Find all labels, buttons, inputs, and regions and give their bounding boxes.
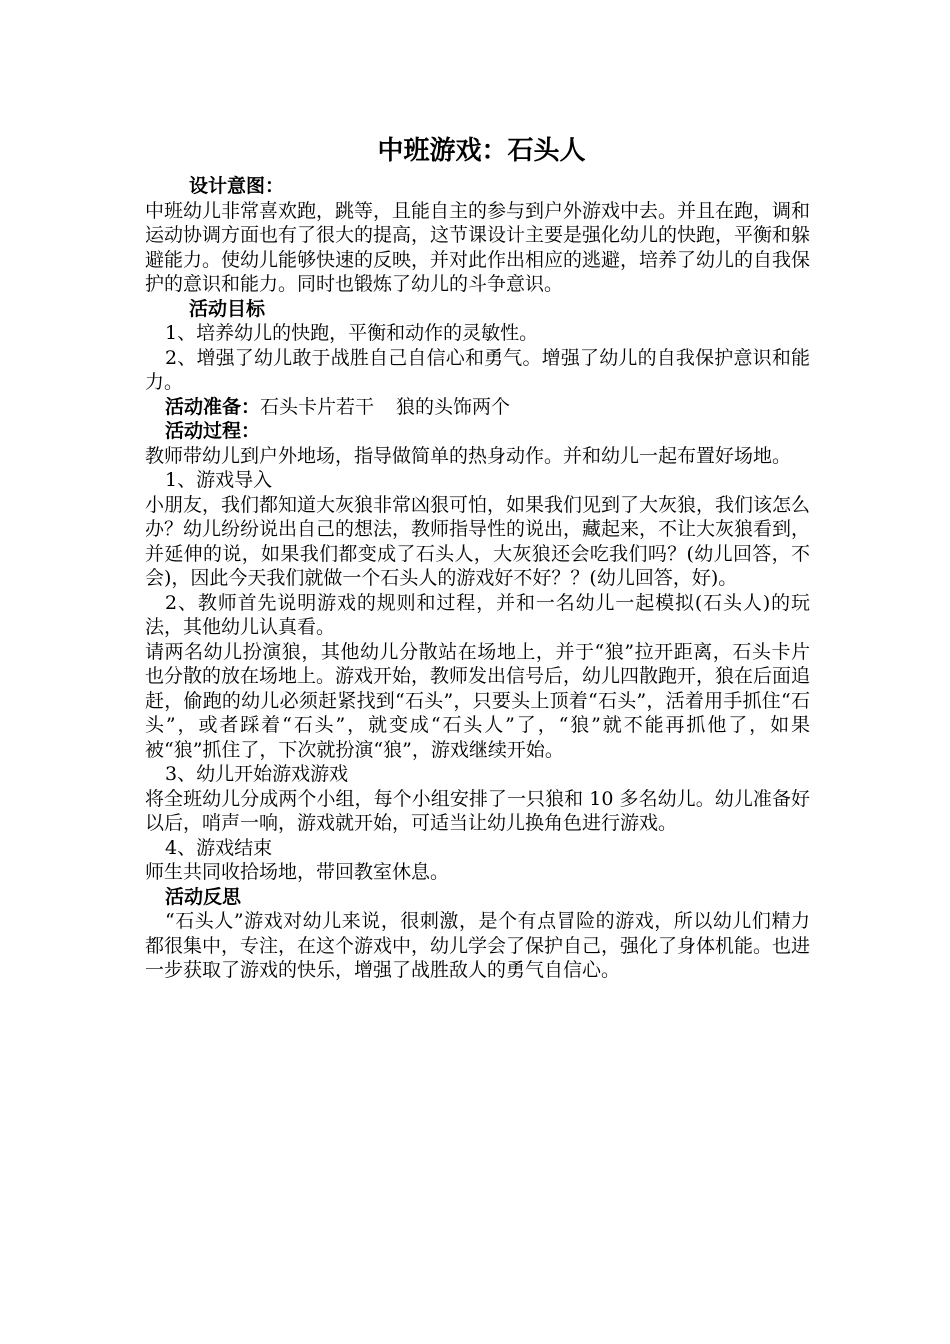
prep-item-2: 狼的头饰两个 <box>396 395 511 418</box>
goal-1: 1、培养幼儿的快跑，平衡和动作的灵敏性。 <box>165 322 539 344</box>
process-heading: 活动过程： <box>165 420 261 442</box>
prep-heading: 活动准备： <box>165 395 261 418</box>
prep-item-1: 石头卡片若干 <box>260 395 375 418</box>
step-1-body: 小朋友，我们都知道大灰狼非常凶狠可怕，如果我们见到了大灰狼，我们该怎么办？幼儿纷纷说出自己的想法，教师指导性的说出，藏起来，不让大灰狼看到，并延伸的说，如果我们都变成了石头人，大灰狼还会吃我们吗？(幼儿回答，不会)，因此今天我们就做一个石头人的游戏好不好？？(幼儿回答，好)。 <box>145 493 811 589</box>
step-2-heading: 2、教师首先说明游戏的规则和过程，并和一名幼儿一起模拟(石头人)的玩法，其他幼儿认真看。 <box>145 591 810 638</box>
step-1-heading: 1、游戏导入 <box>165 469 273 491</box>
design-body: 中班幼儿非常喜欢跑，跳等，且能自主的参与到户外游戏中去。并且在跑，调和运动协调方面也有了很大的提高，这节课设计主要是强化幼儿的快跑，平衡和躲避能力。使幼儿能够快速的反映，并对此作出相应的逃避，培养了幼儿的自我保护的意识和能力。同时也锻炼了幼儿的斗争意识。 <box>145 199 811 295</box>
step-4-body: 师生共同收拾场地，带回教室休息。 <box>145 861 450 883</box>
process-intro: 教师带幼儿到户外地场，指导做简单的热身动作。并和幼儿一起布置好场地。 <box>145 444 792 467</box>
goal-2: 2、增强了幼儿敢于战胜自己自信心和勇气。增强了幼儿的自我保护意识和能力。 <box>145 346 810 393</box>
step-4-heading: 4、游戏结束 <box>165 836 273 859</box>
prep-line <box>145 395 810 420</box>
document-title: 中班游戏：石头人 <box>377 136 586 166</box>
goals-heading: 活动目标 <box>189 297 266 320</box>
reflection-body: “石头人”游戏对幼儿来说，很刺激，是个有点冒险的游戏，所以幼儿们精力都很集中，专注，在这个游戏中，幼儿学会了保护自己，强化了身体机能。也进一步获取了游戏的快乐，增强了战胜敌人的勇气自信心。 <box>145 910 811 981</box>
step-3-heading: 3、幼儿开始游戏游戏 <box>165 763 349 785</box>
document-page <box>145 132 810 983</box>
step-2-body: 请两名幼儿扮演狼，其他幼儿分散站在场地上，并于“狼”拉开距离，石头卡片也分散的放在场地上。游戏开始，教师发出信号后，幼儿四散跑开，狼在后面追赶，偷跑的幼儿必须赶紧找到“石头”，只要头上顶着“石头”，活着用手抓住“石头”，或者踩着“石头”，就变成“石头人”了，“狼”就不能再抓他了，如果被“狼”抓住了，下次就扮演“狼”，游戏继续开始。 <box>145 640 811 761</box>
design-heading: 设计意图： <box>189 175 285 197</box>
step-3-body: 将全班幼儿分成两个小组，每个小组安排了一只狼和 10 多名幼儿。幼儿准备好以后，哨声一响，游戏就开始，可适当让幼儿换角色进行游戏。 <box>145 787 810 834</box>
reflection-heading: 活动反思 <box>165 885 242 908</box>
